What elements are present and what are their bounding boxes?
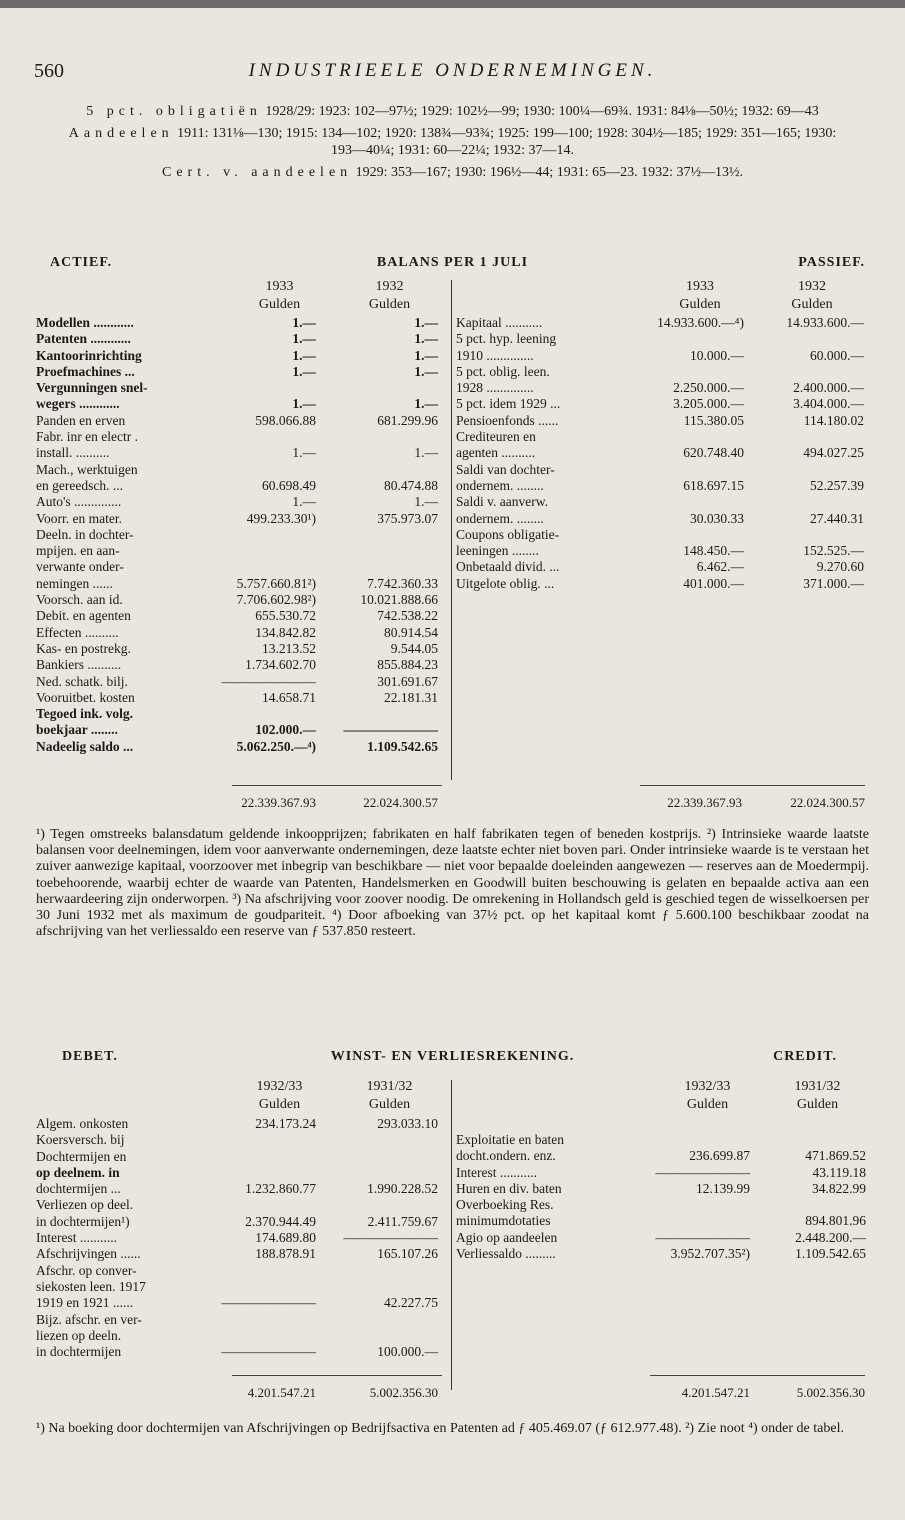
row-value-current: 14.658.71: [262, 689, 316, 705]
row-value-previous: 3.404.000.—: [793, 396, 864, 412]
table-row: [36, 608, 446, 624]
row-label: Uitgelote oblig. ...: [456, 575, 555, 591]
table-row: [456, 511, 866, 527]
intro-text: 1929: 353—167; 1930: 196½—44; 1931: 65—23. 1932: 37½—13½.: [355, 165, 743, 180]
row-label: ondernem. ........: [456, 510, 544, 526]
table-row: [36, 739, 446, 755]
row-label: Deeln. in dochter-: [36, 526, 134, 542]
row-label: Huren en div. baten: [456, 1180, 562, 1196]
intro-label: Cert. v. aandeelen: [162, 165, 353, 180]
table-row: [36, 722, 446, 738]
passief-total-1933: 22.339.367.93: [667, 795, 742, 810]
row-label: Proefmachines ...: [36, 363, 135, 379]
row-value-previous: 152.525.—: [803, 543, 864, 559]
table-row: [36, 543, 446, 559]
row-value-current: 1.—: [292, 396, 316, 412]
actief-total-1933: 22.339.367.93: [241, 795, 316, 810]
wv-col-2-credit: [770, 1078, 865, 1114]
row-value-previous: 80.474.88: [384, 477, 438, 493]
row-value-previous: ———————: [343, 722, 438, 738]
actief-table: [36, 315, 446, 755]
row-value-current: 236.699.87: [689, 1148, 750, 1164]
table-row: [36, 1263, 446, 1279]
row-value-current: ———————: [221, 1344, 316, 1360]
table-row: [456, 1230, 866, 1246]
row-value-previous: ———————: [343, 1230, 438, 1246]
row-value-previous: 1.109.542.65: [367, 738, 438, 754]
row-value-current: ———————: [655, 1229, 750, 1245]
table-row: [456, 543, 866, 559]
table-row: [36, 592, 446, 608]
row-value-current: 2.370.944.49: [245, 1213, 316, 1229]
debet-table: [36, 1116, 446, 1360]
col-unit: Gulden: [258, 297, 301, 312]
row-value-previous: 22.181.31: [384, 689, 438, 705]
table-row: [456, 1197, 866, 1213]
row-value-previous: 60.000.—: [810, 347, 864, 363]
table-row: [36, 1344, 446, 1360]
actief-heading: ACTIEF.: [50, 255, 113, 270]
intro-line-certificates: [60, 164, 845, 181]
row-label: verwante onder-: [36, 559, 124, 575]
table-row: [36, 1181, 446, 1197]
row-value-current: 148.450.—: [683, 543, 744, 559]
row-label: Interest ...........: [36, 1230, 117, 1246]
row-value-previous: 1.—: [414, 445, 438, 461]
credit-table: [456, 1132, 866, 1262]
row-value-current: 1.—: [292, 347, 316, 363]
table-row: [36, 478, 446, 494]
row-label: install. ..........: [36, 445, 110, 461]
table-row: [36, 462, 446, 478]
passief-heading: PASSIEF.: [798, 255, 865, 270]
col-unit: Gulden: [791, 297, 833, 312]
col-year: 1932: [798, 279, 826, 294]
row-label: Debit. en agenten: [36, 608, 131, 624]
table-row: [36, 1312, 446, 1328]
table-row: [456, 445, 866, 461]
row-label: Auto's ..............: [36, 494, 122, 510]
row-label: dochtermijen ...: [36, 1181, 121, 1197]
col-year: 1932/33: [684, 1079, 731, 1094]
row-value-previous: 1.—: [414, 347, 438, 363]
passief-table: [456, 315, 866, 592]
row-value-previous: 371.000.—: [803, 575, 864, 591]
table-row: [456, 1165, 866, 1181]
row-value-previous: 52.257.39: [810, 477, 864, 493]
page-header: [34, 60, 871, 90]
table-row: [456, 1213, 866, 1229]
row-value-current: ———————: [221, 1295, 316, 1311]
table-row: [36, 576, 446, 592]
row-value-previous: 2.400.000.—: [793, 380, 864, 396]
row-value-current: 234.173.24: [255, 1116, 316, 1131]
table-row: [456, 315, 866, 331]
row-label: Tegoed ink. volg.: [36, 706, 134, 722]
row-value-previous: 100.000.—: [377, 1344, 438, 1360]
row-label: op deelnem. in: [36, 1164, 120, 1180]
table-row: [36, 641, 446, 657]
balans-title: BALANS PER 1 JULI: [376, 255, 529, 270]
row-label: Vooruitbet. kosten: [36, 689, 135, 705]
row-value-current: 102.000.—: [255, 722, 316, 738]
quotation-history: [60, 103, 845, 186]
row-value-current: 12.139.99: [696, 1180, 750, 1196]
debet-heading: DEBET.: [62, 1049, 118, 1064]
row-label: 5 pct. oblig. leen.: [456, 363, 550, 379]
row-label: Voorr. en mater.: [36, 510, 122, 526]
row-value-current: ———————: [221, 673, 316, 689]
table-row: [456, 1181, 866, 1197]
passief-total-rule: [640, 785, 865, 786]
row-label: Koersversch. bij: [36, 1132, 125, 1148]
table-row: [36, 364, 446, 380]
row-value-previous: 9.270.60: [816, 559, 864, 575]
table-row: [456, 478, 866, 494]
row-value-current: 655.530.72: [255, 608, 316, 624]
wv-footnotes: [36, 1421, 869, 1437]
row-value-current: 2.250.000.—: [673, 380, 744, 396]
row-label: Afschr. op conver-: [36, 1262, 137, 1278]
row-value-current: 1.—: [292, 494, 316, 510]
col-year: 1931/32: [794, 1079, 841, 1094]
row-value-previous: 80.914.54: [384, 624, 438, 640]
col-year: 1931/32: [366, 1079, 413, 1094]
row-value-previous: 375.973.07: [377, 510, 438, 526]
col-year: 1932: [375, 279, 404, 294]
row-value-previous: 7.742.360.33: [367, 575, 438, 591]
row-label: Bijz. afschr. en ver-: [36, 1311, 142, 1327]
table-row: [456, 559, 866, 575]
row-label: Effecten ..........: [36, 624, 119, 640]
row-value-current: 618.697.15: [683, 477, 744, 493]
row-value-current: 1.734.602.70: [245, 657, 316, 673]
table-row: [36, 429, 446, 445]
row-label: Algem. onkosten: [36, 1116, 129, 1131]
row-label: 5 pct. hyp. leening: [456, 331, 557, 347]
debet-total-1: 4.201.547.21: [247, 1385, 316, 1400]
table-row: [456, 364, 866, 380]
row-label: mpijen. en aan-: [36, 543, 120, 559]
row-value-previous: 43.119.18: [812, 1164, 866, 1180]
row-value-previous: 1.—: [414, 331, 438, 347]
row-value-current: ———————: [655, 1164, 750, 1180]
table-row: [36, 1132, 446, 1148]
row-value-current: 3.205.000.—: [673, 396, 744, 412]
debet-total-2: 5.002.356.30: [369, 1385, 438, 1400]
row-value-current: 115.380.05: [683, 412, 744, 428]
row-value-current: 1.—: [292, 363, 316, 379]
table-row: [36, 1295, 446, 1311]
row-value-current: 60.698.49: [262, 477, 316, 493]
table-row: [36, 1197, 446, 1213]
row-label: en gereedsch. ...: [36, 477, 123, 493]
table-row: [456, 576, 866, 592]
row-value-current: 13.213.52: [262, 640, 316, 656]
row-value-previous: 1.—: [414, 396, 438, 412]
row-value-previous: 1.990.228.52: [367, 1181, 438, 1197]
scan-top-edge: [0, 0, 905, 8]
row-label: siekosten leen. 1917: [36, 1278, 146, 1294]
credit-total-1: 4.201.547.21: [681, 1385, 750, 1400]
row-value-previous: 114.180.02: [803, 412, 864, 428]
row-value-current: 598.066.88: [255, 412, 316, 428]
row-label: ondernem. ........: [456, 477, 544, 493]
row-value-current: 7.706.602.98²): [236, 592, 316, 608]
credit-total-2: 5.002.356.30: [796, 1385, 865, 1400]
table-row: [36, 445, 446, 461]
balans-col-1933-passief: [650, 278, 750, 314]
table-row: [36, 1149, 446, 1165]
row-value-previous: 10.021.888.66: [360, 592, 438, 608]
row-value-current: 5.062.250.—⁴): [236, 738, 316, 754]
balans-footnote-text: ¹) Tegen omstreeks balansdatum geldende inkoopprijzen; fabrikaten en half fabrikaten tegen of beneden kostprijs. ²) Intrinsieke waarde laatste balansen voor deelnemingen, idem voor aanverwante ondernemingen, deze laatste echter niet boven pari. Onder intrinsieke waarde is te verstaan het zuiver aanwezige kapitaal, voorzoover met inbegrip van beschikbare — niet voor bepaalde doeleinden aangewezen — reserves aan de Moedermpij. toebehoorende, waarbij echter de waarde van Patenten, Handelsmerken en Goodwill buiten beschouwing is gelaten en bepaalde activa aan een herwaardeering zijn onderworpen. ³) Na afschrijving voor zoover noodig. De omrekening in Hollandsch geld is geschied tegen de wisselkoersen per 30 Juni 1932 met als maximum de goudpariteit. ⁴) Door afboeking van 37½ pct. op het kapitaal komt ƒ 5.600.100 beschikbaar zoodat na afschrijving van het verliessaldo een reserve van ƒ 537.850 resteert.: [36, 827, 869, 940]
row-label: Verliessaldo .........: [456, 1246, 556, 1262]
col-unit: Gulden: [796, 1097, 839, 1112]
row-value-current: 5.757.660.81²): [236, 575, 316, 591]
row-value-previous: 42.227.75: [384, 1295, 438, 1311]
row-label: agenten ..........: [456, 445, 536, 461]
balans-col-1932: [342, 278, 437, 314]
row-value-previous: 494.027.25: [803, 445, 864, 461]
row-value-current: 188.878.91: [255, 1246, 316, 1262]
row-value-current: 30.030.33: [690, 510, 744, 526]
row-value-previous: 855.884.23: [377, 657, 438, 673]
row-label: Onbetaald divid. ...: [456, 559, 560, 575]
table-row: [456, 396, 866, 412]
col-year: 1932/33: [256, 1079, 303, 1094]
wv-title: WINST- EN VERLIESREKENING.: [330, 1049, 575, 1064]
row-label: Dochtermijen en: [36, 1148, 127, 1164]
row-value-previous: 1.—: [414, 363, 438, 379]
actief-total-1932: 22.024.300.57: [363, 795, 438, 810]
row-label: Nadeelig saldo ...: [36, 738, 134, 754]
row-value-current: 1.—: [292, 331, 316, 347]
row-value-previous: 1.—: [414, 494, 438, 510]
row-value-current: 14.933.600.—⁴): [657, 315, 744, 330]
table-row: [36, 527, 446, 543]
table-row: [36, 348, 446, 364]
table-row: [36, 1230, 446, 1246]
row-label: Vergunningen snel-: [36, 380, 148, 396]
row-label: Modellen ............: [36, 315, 134, 330]
row-label: Saldi v. aanverw.: [456, 494, 548, 510]
wv-footnote-text: ¹) Na boeking door dochtermijen van Afschrijvingen op Bedrijfsactiva en Patenten ad ƒ 405.469.07 (ƒ 612.977.48). ²) Zie noot ⁴) onder de tabel.: [36, 1421, 844, 1436]
row-label: docht.ondern. enz.: [456, 1148, 556, 1164]
row-label: in dochtermijen¹): [36, 1213, 130, 1229]
balans-divider: [451, 280, 452, 780]
col-unit: Gulden: [368, 297, 411, 312]
row-value-previous: 165.107.26: [377, 1246, 438, 1262]
table-row: [36, 1165, 446, 1181]
intro-line-shares: [60, 125, 845, 159]
table-row: [36, 315, 446, 331]
table-row: [36, 1328, 446, 1344]
row-label: Patenten ............: [36, 331, 131, 347]
table-row: [36, 1246, 446, 1262]
row-value-current: 620.748.40: [683, 445, 744, 461]
table-row: [456, 413, 866, 429]
table-row: [36, 380, 446, 396]
table-row: [456, 1132, 866, 1148]
row-value-previous: 14.933.600.—: [786, 315, 864, 330]
row-label: Afschrijvingen ......: [36, 1246, 141, 1262]
table-row: [456, 348, 866, 364]
table-row: [36, 511, 446, 527]
row-value-current: 401.000.—: [683, 575, 744, 591]
row-label: minimumdotaties: [456, 1213, 551, 1229]
row-value-previous: 681.299.96: [377, 412, 438, 428]
table-row: [36, 559, 446, 575]
table-row: [36, 674, 446, 690]
row-label: Saldi van dochter-: [456, 461, 555, 477]
row-value-previous: 894.801.96: [805, 1213, 866, 1229]
row-label: liezen op deeln.: [36, 1327, 122, 1343]
intro-text: 1928/29: 1923: 102—97½; 1929: 102½—99; 1930: 100¼—69¾. 1931: 84⅛—50½; 1932: 69—43: [265, 104, 819, 119]
balans-col-1933: [232, 278, 327, 314]
intro-line-bonds: [60, 103, 845, 120]
row-value-current: 1.—: [292, 445, 316, 461]
row-value-current: 10.000.—: [690, 347, 744, 363]
row-value-previous: 2.411.759.67: [367, 1213, 438, 1229]
table-row: [36, 396, 446, 412]
row-value-current: 499.233.30¹): [246, 510, 316, 526]
table-row: [456, 527, 866, 543]
col-year: 1933: [686, 279, 714, 294]
row-label: nemingen ......: [36, 575, 113, 591]
row-label: 1910 ..............: [456, 347, 534, 363]
table-row: [456, 380, 866, 396]
row-value-previous: 34.822.99: [812, 1180, 866, 1196]
row-label: in dochtermijen: [36, 1344, 122, 1360]
row-value-previous: 471.869.52: [805, 1148, 866, 1164]
row-value-previous: 301.691.67: [377, 673, 438, 689]
balans-footnotes: [36, 827, 869, 940]
credit-total-rule: [650, 1375, 865, 1376]
table-row: [456, 1246, 866, 1262]
table-row: [36, 494, 446, 510]
row-label: Fabr. inr en electr .: [36, 429, 138, 445]
row-label: Pensioenfonds ......: [456, 412, 559, 428]
row-value-current: 1.232.860.77: [245, 1181, 316, 1197]
row-label: wegers ............: [36, 396, 120, 412]
debet-total-rule: [232, 1375, 442, 1376]
row-value-previous: 742.538.22: [377, 608, 438, 624]
col-unit: Gulden: [258, 1097, 301, 1112]
table-row: [36, 706, 446, 722]
row-label: leeningen ........: [456, 543, 539, 559]
wv-col-1-credit: [660, 1078, 755, 1114]
intro-label: Aandeelen: [68, 126, 174, 141]
row-label: Exploitatie en baten: [456, 1132, 564, 1147]
col-year: 1933: [265, 279, 294, 294]
row-value-current: 3.952.707.35²): [670, 1246, 750, 1262]
table-row: [456, 331, 866, 347]
balans-col-1932-passief: [762, 278, 862, 314]
row-label: Interest ...........: [456, 1164, 537, 1180]
row-label: 5 pct. idem 1929 ...: [456, 396, 561, 412]
row-value-previous: 293.033.10: [377, 1116, 438, 1131]
row-label: Bankiers ..........: [36, 657, 122, 673]
row-label: 1919 en 1921 ......: [36, 1295, 134, 1311]
row-value-previous: 1.—: [414, 315, 438, 330]
passief-total-1932: 22.024.300.57: [790, 795, 865, 810]
table-row: [36, 1214, 446, 1230]
row-label: Agio op aandeelen: [456, 1229, 558, 1245]
wv-col-1: [232, 1078, 327, 1114]
table-row: [36, 657, 446, 673]
row-label: Ned. schatk. bilj.: [36, 673, 128, 689]
row-label: Panden en erven: [36, 412, 126, 428]
table-row: [36, 1116, 446, 1132]
table-row: [36, 1279, 446, 1295]
wv-col-2: [342, 1078, 437, 1114]
page-number: 560: [34, 60, 64, 82]
table-row: [36, 413, 446, 429]
row-label: Mach., werktuigen: [36, 461, 138, 477]
wv-divider: [451, 1080, 452, 1390]
table-row: [456, 494, 866, 510]
row-label: Kas- en postrekg.: [36, 640, 131, 656]
row-label: Voorsch. aan id.: [36, 592, 123, 608]
table-row: [36, 625, 446, 641]
row-label: Kantoorinrichting: [36, 347, 142, 363]
col-unit: Gulden: [368, 1097, 411, 1112]
row-label: boekjaar ........: [36, 722, 118, 738]
row-value-current: 6.462.—: [696, 559, 744, 575]
actief-total-rule: [232, 785, 442, 786]
row-value-current: 134.842.82: [255, 624, 316, 640]
col-unit: Gulden: [679, 297, 721, 312]
row-label: Overboeking Res.: [456, 1197, 554, 1213]
row-label: Verliezen op deel.: [36, 1197, 134, 1213]
table-row: [456, 462, 866, 478]
row-value-previous: 2.448.200.—: [795, 1229, 866, 1245]
table-row: [36, 690, 446, 706]
col-unit: Gulden: [686, 1097, 729, 1112]
credit-heading: CREDIT.: [773, 1049, 837, 1064]
row-value-previous: 9.544.05: [390, 640, 438, 656]
table-row: [36, 331, 446, 347]
row-value-previous: 27.440.31: [810, 510, 864, 526]
row-label: 1928 ..............: [456, 380, 534, 396]
running-title: INDUSTRIEELE ONDERNEMINGEN.: [248, 60, 657, 81]
row-value-previous: 1.109.542.65: [795, 1246, 866, 1262]
table-row: [456, 1148, 866, 1164]
intro-label: 5 pct. obligatiën: [86, 104, 262, 119]
intro-text: 1911: 131⅛—130; 1915: 134—102; 1920: 138¾—93¾; 1925: 199—100; 1928: 304½—185; 1929: 351—165; 1930: 193—40¼; 1931: 60—22¼; 1932: 37—14.: [177, 126, 837, 158]
row-label: Kapitaal ...........: [456, 315, 543, 330]
row-value-current: 1.—: [292, 315, 316, 330]
row-label: Coupons obligatie-: [456, 526, 560, 542]
table-row: [456, 429, 866, 445]
row-value-current: 174.689.80: [255, 1230, 316, 1246]
row-label: Crediteuren en: [456, 429, 536, 445]
